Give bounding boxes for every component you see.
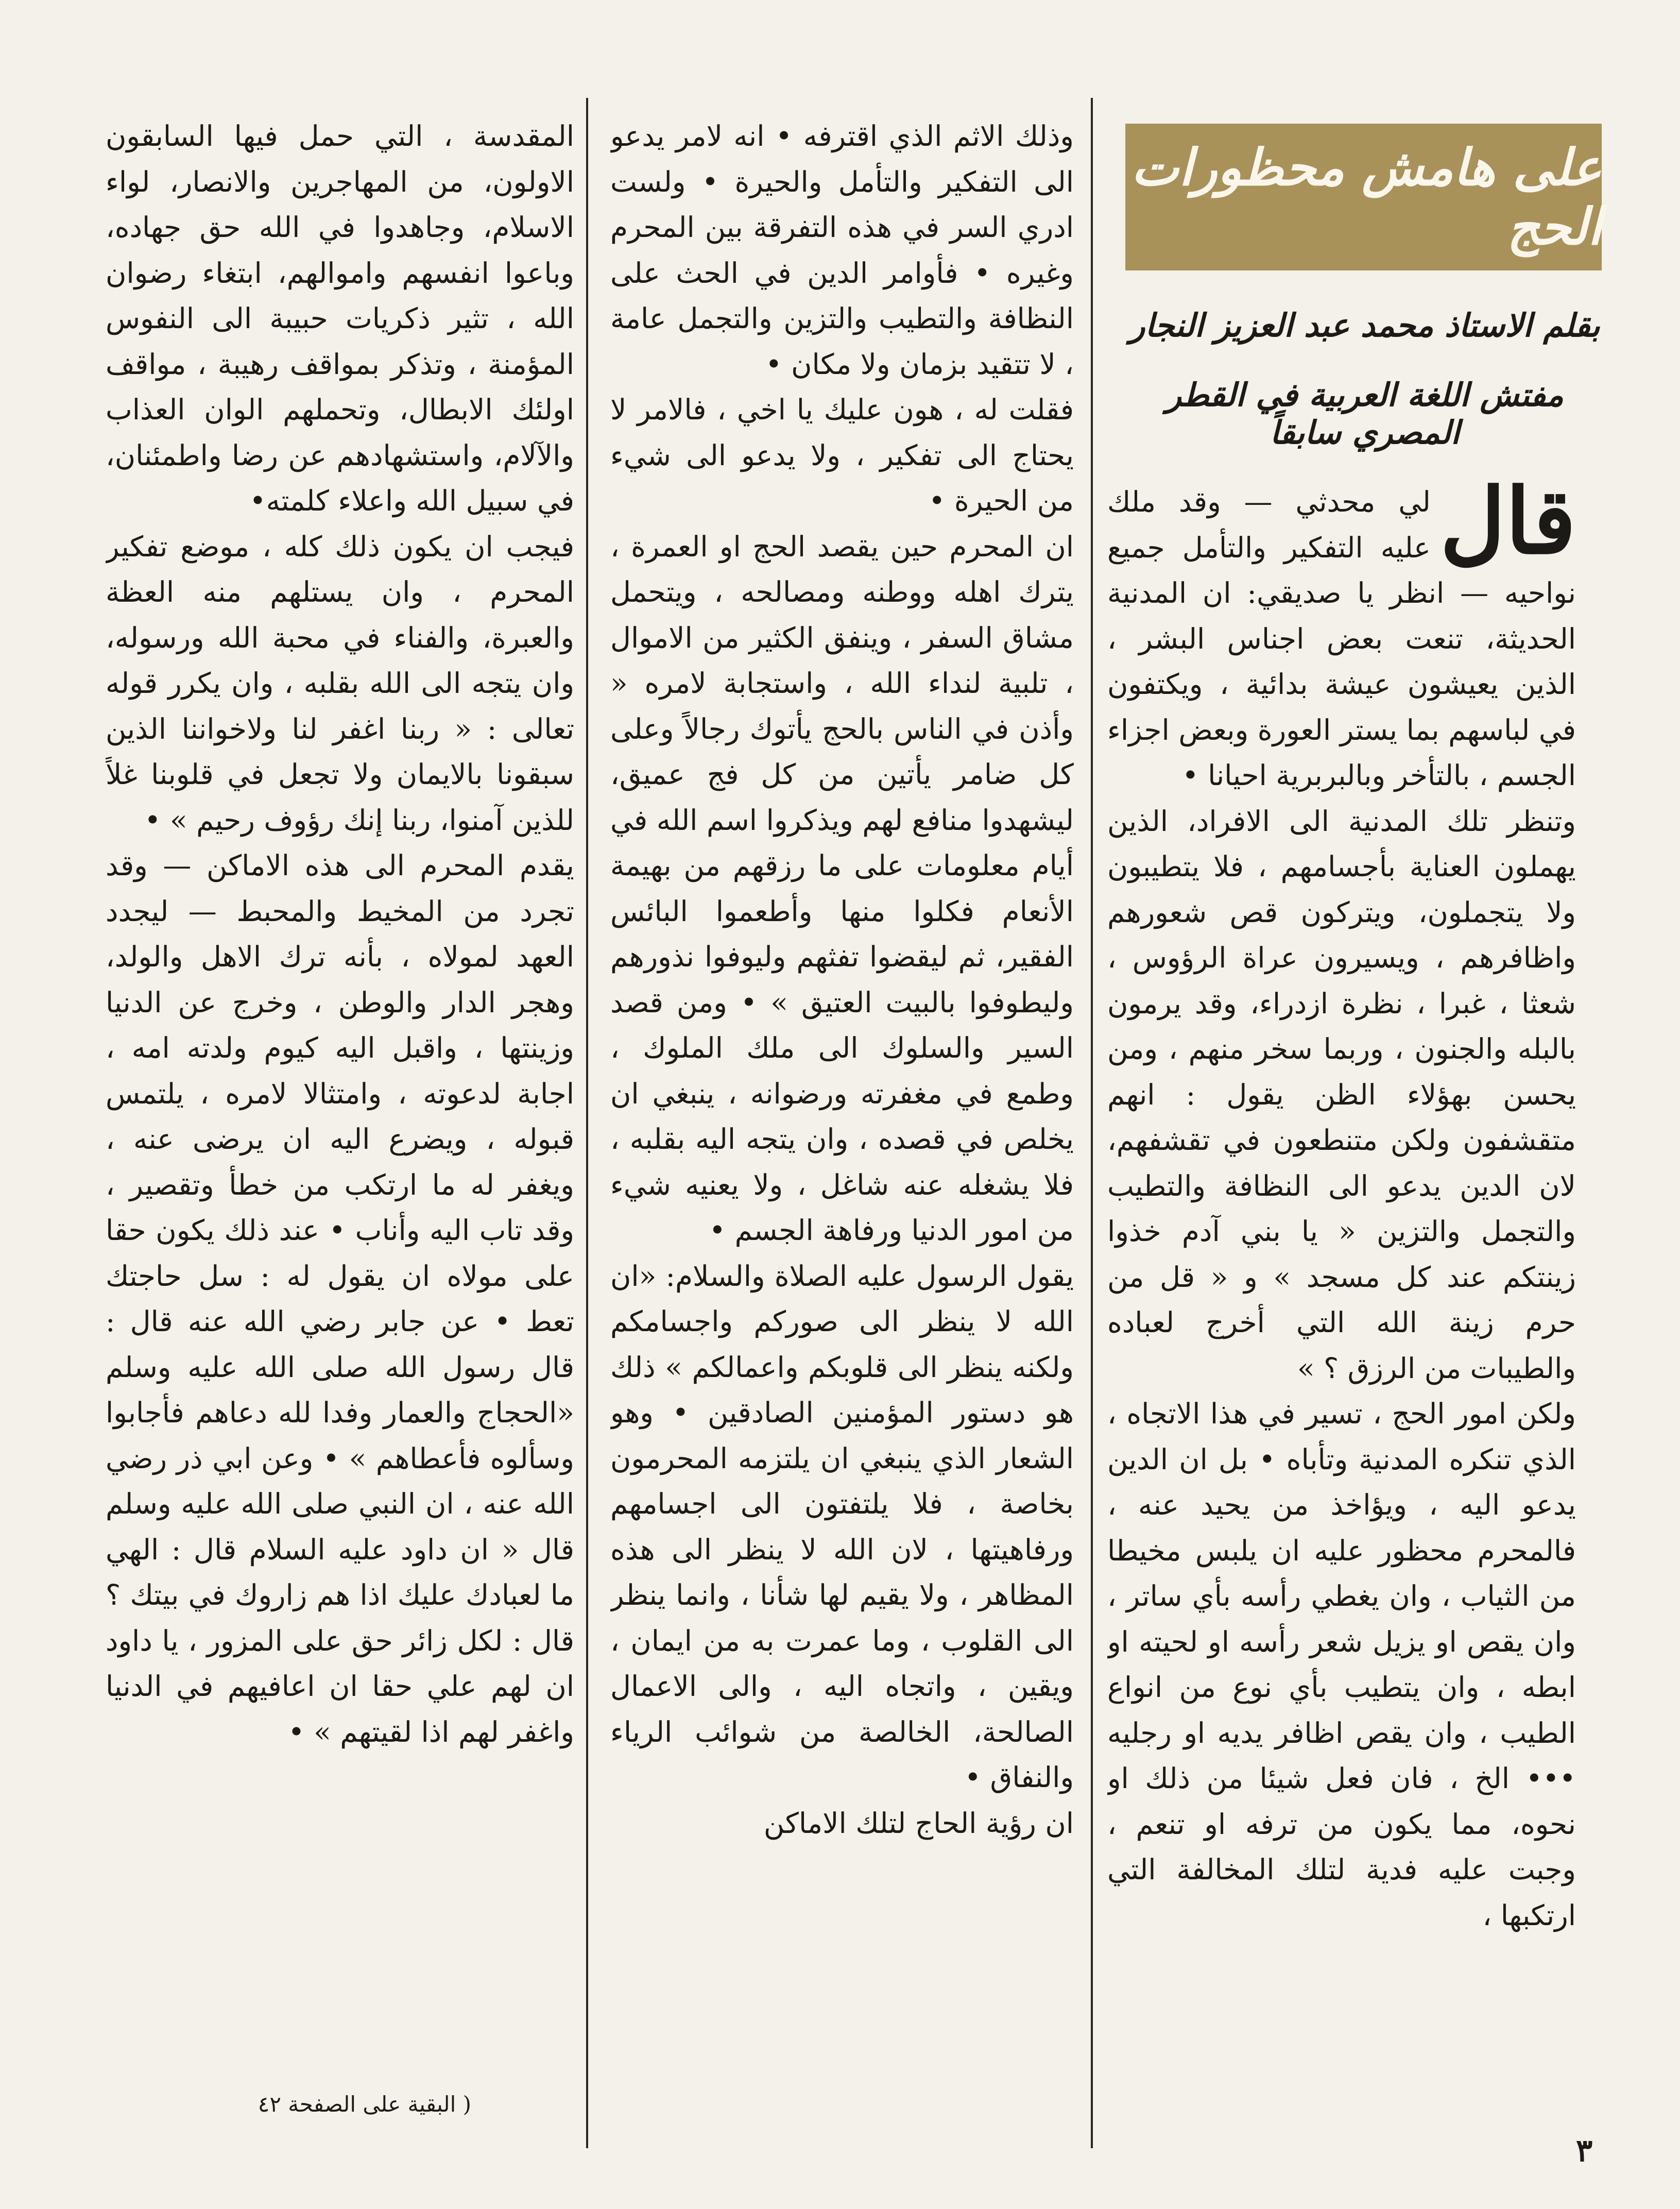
paragraph: وذلك الاثم الذي اقترفه • انه لامر يدعو الى التفكير والتأمل والحيرة • ولست ادري السر في هذه التفرقة بين المحرم وغيره • فأوامر الدين في الحث على النظافة والتطيب والتزين والتجمل عامة ، لا تتقيد بزمان ولا مكان •	[610, 120, 1074, 381]
byline-role: مفتش اللغة العربية في القطر المصري سابقاً	[1166, 376, 1564, 451]
paragraph: ان رؤية الحاج لتلك الاماكن	[763, 1806, 1074, 1840]
paragraph: يقدم المحرم الى هذه الاماكن — وقد تجرد من المخيط والمحبط — ليجدد العهد لمولاه ، بأنه ترك الاهل والولد، وهجر الدار والوطن ، وخرج عن الدنيا وزينتها ، واقبل اليه كيوم ولدته امه ، اجابة لدعوته ، وامتثالا لامره ، يلتمس قبوله ، ويضرع اليه ان يرضى عنه ، ويغفر له ما ارتكب من خطأ وتقصير ، وقد تاب اليه وأناب • عند ذلك يكون حقا على مولاه ان يقول له : سل حاجتك تعط • عن جابر رضي الله عنه قال : قال رسول الله صلى الله عليه وسلم «الحجاج والعمار وفدا لله دعاهم فأجابوا وسألوه فأعطاهم » • وعن ابي ذر رضي الله عنه ، ان النبي صلى الله عليه وسلم قال « ان داود عليه السلام قال : الهي ما لعبادك عليك اذا هم زاروك في بيتك ؟ قال : لكل زائر حق على المزور ، يا داود ان لهم علي حقا ان اعافيهم في الدنيا واغفر لهم اذا لقيتهم » •	[106, 849, 574, 1748]
byline-author: بقلم الاستاذ محمد عبد العزيز النجار	[1129, 307, 1600, 344]
continuation-note: ( البقية على الصفحة ٤٢	[258, 2092, 471, 2117]
paragraph: المقدسة ، التي حمل فيها السابقون الاولون، من المهاجرين والانصار، لواء الاسلام، وجاهدوا في الله حق جهاده، وباعوا انفسهم واموالهم، ابتغاء رضوان الله ، تثير ذكريات حبيبة الى النفوس المؤمنة ، وتذكر بمواقف رهيبة ، مواقف اولئك الابطال، وتحملهم الوان العذاب والآلام، واستشهادهم عن رضا واطمئنان، في سبيل الله واعلاء كلمته•	[106, 120, 574, 517]
paragraph: ان المحرم حين يقصد الحج او العمرة ، يترك اهله ووطنه ومصالحه ، ويتحمل مشاق السفر ، وينفق الكثير من الاموال ، تلبية لنداء الله ، واستجابة لامره « وأذن في الناس بالحج يأتوك رجالاً وعلى كل ضامر يأتين من كل فج عميق، ليشهدوا منافع لهم ويذكروا اسم الله في أيام معلومات على ما رزقهم من بهيمة الأنعام فكلوا منها وأطعموا البائس الفقير، ثم ليقضوا تفثهم وليوفوا نذورهم وليطوفوا بالبيت العتيق » • ومن قصد السير والسلوك الى ملك الملوك ، وطمع في مغفرته ورضوانه ، ينبغي ان يخلص في قصده ، وان يتجه اليه بقلبه ، فلا يشغله عنه شاغل ، ولا يعنيه شيء من امور الدنيا ورفاهة الجسم •	[610, 530, 1074, 1247]
paragraph: فيجب ان يكون ذلك كله ، موضع تفكير المحرم ، وان يستلهم منه العظة والعبرة، والفناء في محبة الله ورسوله، وان يتجه الى الله بقلبه ، وان يكرر قوله تعالى : « ربنا اغفر لنا ولاخواننا الذين سبقونا بالايمان ولا تجعل في قلوبنا غلاً للذين آمنوا، ربنا إنك رؤوف رحيم » •	[106, 530, 574, 837]
article-title: على هامش محظورات الحج	[1131, 138, 1602, 257]
text-column-left	[106, 113, 574, 2066]
paragraph	[1107, 479, 1576, 798]
column-divider	[586, 98, 588, 2148]
column-divider	[1091, 98, 1093, 2148]
paragraph-text: لي محدثي — وقد ملك عليه التفكير والتأمل جميع نواحيه — انظر يا صديقي: ان المدنية الحديثة، تنعت بعض اجناس البشر ، الذين يعيشون عيشة بدائية ، ويكتفون في لباسهم بما يستر العورة وبعض اجزاء الجسم ، بالتأخر وبالبربرية احيانا •	[1107, 485, 1576, 792]
paragraph: يقول الرسول عليه الصلاة والسلام: «ان الله لا ينظر الى صوركم واجسامكم ولكنه ينظر الى قلوبكم واعمالكم » ذلك هو دستور المؤمنين الصادقين • وهو الشعار الذي ينبغي ان يلتزمه المحرمون بخاصة ، فلا يلتفتون الى اجسامهم ورفاهيتها ، لان الله لا ينظر الى هذه المظاهر ، ولا يقيم لها شأنا ، وانما ينظر الى القلوب ، وما عمرت به من ايمان ، ويقين ، واتجاه اليه ، والى الاعمال الصالحة، الخالصة من شوائب الرياء والنفاق •	[610, 1259, 1074, 1794]
text-column-right	[1107, 479, 1576, 2138]
page-number: ٣	[1576, 2133, 1593, 2169]
text-column-middle	[610, 113, 1074, 2153]
paragraph: فقلت له ، هون عليك يا اخي ، فالامر لا يحتاج الى تفكير ، ولا يدعو الى شيء من الحيرة •	[610, 393, 1074, 517]
paragraph: وتنظر تلك المدنية الى الافراد، الذين يهملون العناية بأجسامهم ، فلا يتطيبون ولا يتجملون، ويتركون قص شعورهم واظافرهم ، ويسيرون عراة الرؤوس ، شعثا ، غبرا ، نظرة ازدراء، وقد يرمون بالبله والجنون ، وربما سخر منهم ، ومن يحسن بهؤلاء الظن يقول : انهم متقشفون ولكن متنطعون في تقشفهم، لان الدين يدعو الى النظافة والتطيب والتجمل والتزين « يا بني آدم خذوا زينتكم عند كل مسجد » و « قل من حرم زينة الله التي أخرج لعباده والطيبات من الرزق ؟ »	[1107, 804, 1576, 1385]
drop-cap: قال	[1439, 479, 1576, 574]
title-banner	[1125, 124, 1602, 270]
paragraph: ولكن امور الحج ، تسير في هذا الاتجاه ، الذي تنكره المدنية وتأباه • بل ان الدين يدعو اليه ، ويؤاخذ من يحيد عنه ، فالمحرم محظور عليه ان يلبس مخيطا من الثياب ، وان يغطي رأسه بأي ساتر ، وان يقص او يزيل شعر رأسه او لحيته او ابطه ، وان يتطيب بأي نوع من انواع الطيب ، وان يقص اظافر يديه او رجليه ••• الخ ، فان فعل شيئا من ذلك او نحوه، مما يكون من ترفه او تنعم ، وجبت عليه فدية لتلك المخالفة التي ارتكبها ،	[1107, 1397, 1576, 1932]
